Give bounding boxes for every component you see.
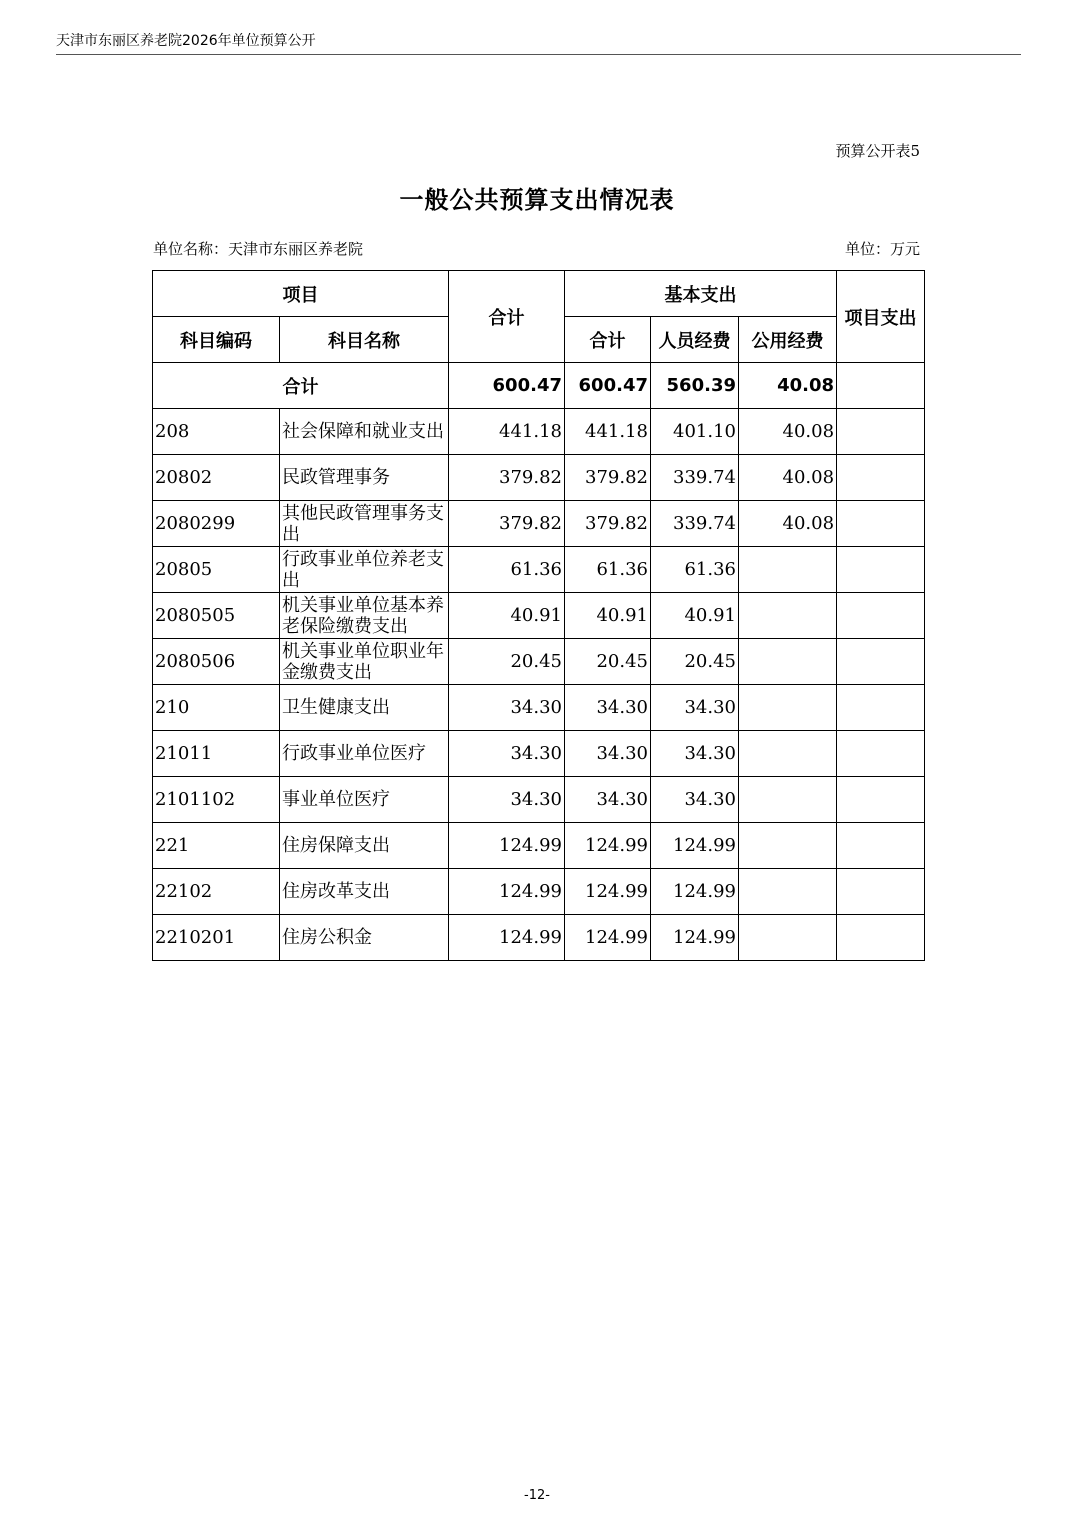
basic-total-cell: 379.82 — [565, 455, 651, 501]
public-cell: 40.08 — [739, 409, 837, 455]
project-exp-cell — [837, 869, 925, 915]
project-exp-cell — [837, 731, 925, 777]
personnel-cell: 34.30 — [651, 731, 739, 777]
header-basic-total: 合计 — [565, 317, 651, 363]
code-cell: 2210201 — [153, 915, 280, 961]
public-cell — [739, 547, 837, 593]
code-cell: 221 — [153, 823, 280, 869]
page-title: 一般公共预算支出情况表 — [399, 186, 675, 214]
public-cell — [739, 639, 837, 685]
basic-total-cell: 34.30 — [565, 777, 651, 823]
total-row — [153, 363, 925, 409]
code-cell: 2080505 — [153, 593, 280, 639]
name-cell: 机关事业单位基本养老保险缴费支出 — [280, 593, 449, 639]
total-cell: 61.36 — [449, 547, 565, 593]
header-total: 合计 — [449, 271, 565, 363]
project-exp-cell — [837, 593, 925, 639]
personnel-cell: 339.74 — [651, 455, 739, 501]
public-cell — [739, 731, 837, 777]
code-cell: 2101102 — [153, 777, 280, 823]
name-cell: 社会保障和就业支出 — [280, 409, 449, 455]
total-cell: 379.82 — [449, 501, 565, 547]
personnel-cell: 34.30 — [651, 777, 739, 823]
total-basic-cell: 600.47 — [565, 363, 651, 409]
total-project-exp-cell — [837, 363, 925, 409]
basic-total-cell: 61.36 — [565, 547, 651, 593]
form-number: 预算公开表5 — [835, 142, 920, 160]
table-row — [153, 685, 925, 731]
table-row — [153, 915, 925, 961]
project-exp-cell — [837, 409, 925, 455]
personnel-cell: 40.91 — [651, 593, 739, 639]
code-cell: 20805 — [153, 547, 280, 593]
total-cell: 34.30 — [449, 731, 565, 777]
header-personnel: 人员经费 — [651, 317, 739, 363]
name-cell: 住房公积金 — [280, 915, 449, 961]
table-row — [153, 409, 925, 455]
header-basic: 基本支出 — [565, 271, 837, 317]
code-cell: 20802 — [153, 455, 280, 501]
total-cell: 124.99 — [449, 869, 565, 915]
header-project-exp: 项目支出 — [837, 271, 925, 363]
project-exp-cell — [837, 777, 925, 823]
personnel-cell: 20.45 — [651, 639, 739, 685]
name-cell: 行政事业单位医疗 — [280, 731, 449, 777]
basic-total-cell: 20.45 — [565, 639, 651, 685]
total-cell: 441.18 — [449, 409, 565, 455]
total-cell: 40.91 — [449, 593, 565, 639]
name-cell: 机关事业单位职业年金缴费支出 — [280, 639, 449, 685]
personnel-cell: 34.30 — [651, 685, 739, 731]
project-exp-cell — [837, 823, 925, 869]
code-cell: 2080506 — [153, 639, 280, 685]
name-cell: 住房保障支出 — [280, 823, 449, 869]
table-row — [153, 823, 925, 869]
total-cell: 124.99 — [449, 915, 565, 961]
public-cell: 40.08 — [739, 455, 837, 501]
public-cell — [739, 823, 837, 869]
basic-total-cell: 441.18 — [565, 409, 651, 455]
page-number: -12- — [524, 1488, 550, 1503]
personnel-cell: 124.99 — [651, 915, 739, 961]
table-row — [153, 869, 925, 915]
code-cell: 208 — [153, 409, 280, 455]
personnel-cell: 124.99 — [651, 823, 739, 869]
public-cell — [739, 915, 837, 961]
unit-name: 单位名称：天津市东丽区养老院 — [153, 240, 364, 258]
public-cell: 40.08 — [739, 501, 837, 547]
name-cell: 行政事业单位养老支出 — [280, 547, 449, 593]
table-row — [153, 501, 925, 547]
personnel-cell: 61.36 — [651, 547, 739, 593]
name-cell: 民政管理事务 — [280, 455, 449, 501]
total-cell: 20.45 — [449, 639, 565, 685]
unit-label: 单位：万元 — [844, 240, 920, 258]
total-public-cell: 40.08 — [739, 363, 837, 409]
name-cell: 卫生健康支出 — [280, 685, 449, 731]
project-exp-cell — [837, 547, 925, 593]
public-cell — [739, 593, 837, 639]
personnel-cell: 339.74 — [651, 501, 739, 547]
name-cell: 其他民政管理事务支出 — [280, 501, 449, 547]
table-row — [153, 639, 925, 685]
basic-total-cell: 34.30 — [565, 731, 651, 777]
table-row — [153, 593, 925, 639]
total-cell: 600.47 — [449, 363, 565, 409]
budget-table — [152, 270, 925, 961]
public-cell — [739, 869, 837, 915]
personnel-cell: 401.10 — [651, 409, 739, 455]
basic-total-cell: 40.91 — [565, 593, 651, 639]
total-cell: 124.99 — [449, 823, 565, 869]
project-exp-cell — [837, 685, 925, 731]
project-exp-cell — [837, 639, 925, 685]
header-text: 天津市东丽区养老院2026年单位预算公开 — [56, 33, 316, 49]
public-cell — [739, 777, 837, 823]
basic-total-cell: 124.99 — [565, 823, 651, 869]
total-personnel-cell: 560.39 — [651, 363, 739, 409]
code-cell: 2080299 — [153, 501, 280, 547]
project-exp-cell — [837, 455, 925, 501]
table-row — [153, 455, 925, 501]
total-label: 合计 — [153, 363, 449, 409]
total-cell: 34.30 — [449, 685, 565, 731]
header-project: 项目 — [153, 271, 449, 317]
header-name: 科目名称 — [280, 317, 449, 363]
basic-total-cell: 34.30 — [565, 685, 651, 731]
header-code: 科目编码 — [153, 317, 280, 363]
total-cell: 34.30 — [449, 777, 565, 823]
basic-total-cell: 124.99 — [565, 915, 651, 961]
basic-total-cell: 379.82 — [565, 501, 651, 547]
public-cell — [739, 685, 837, 731]
code-cell: 21011 — [153, 731, 280, 777]
project-exp-cell — [837, 501, 925, 547]
table-row — [153, 731, 925, 777]
total-cell: 379.82 — [449, 455, 565, 501]
page-header — [56, 30, 1021, 55]
name-cell: 事业单位医疗 — [280, 777, 449, 823]
code-cell: 210 — [153, 685, 280, 731]
header-public: 公用经费 — [739, 317, 837, 363]
personnel-cell: 124.99 — [651, 869, 739, 915]
project-exp-cell — [837, 915, 925, 961]
code-cell: 22102 — [153, 869, 280, 915]
name-cell: 住房改革支出 — [280, 869, 449, 915]
table-row — [153, 777, 925, 823]
basic-total-cell: 124.99 — [565, 869, 651, 915]
table-row — [153, 547, 925, 593]
